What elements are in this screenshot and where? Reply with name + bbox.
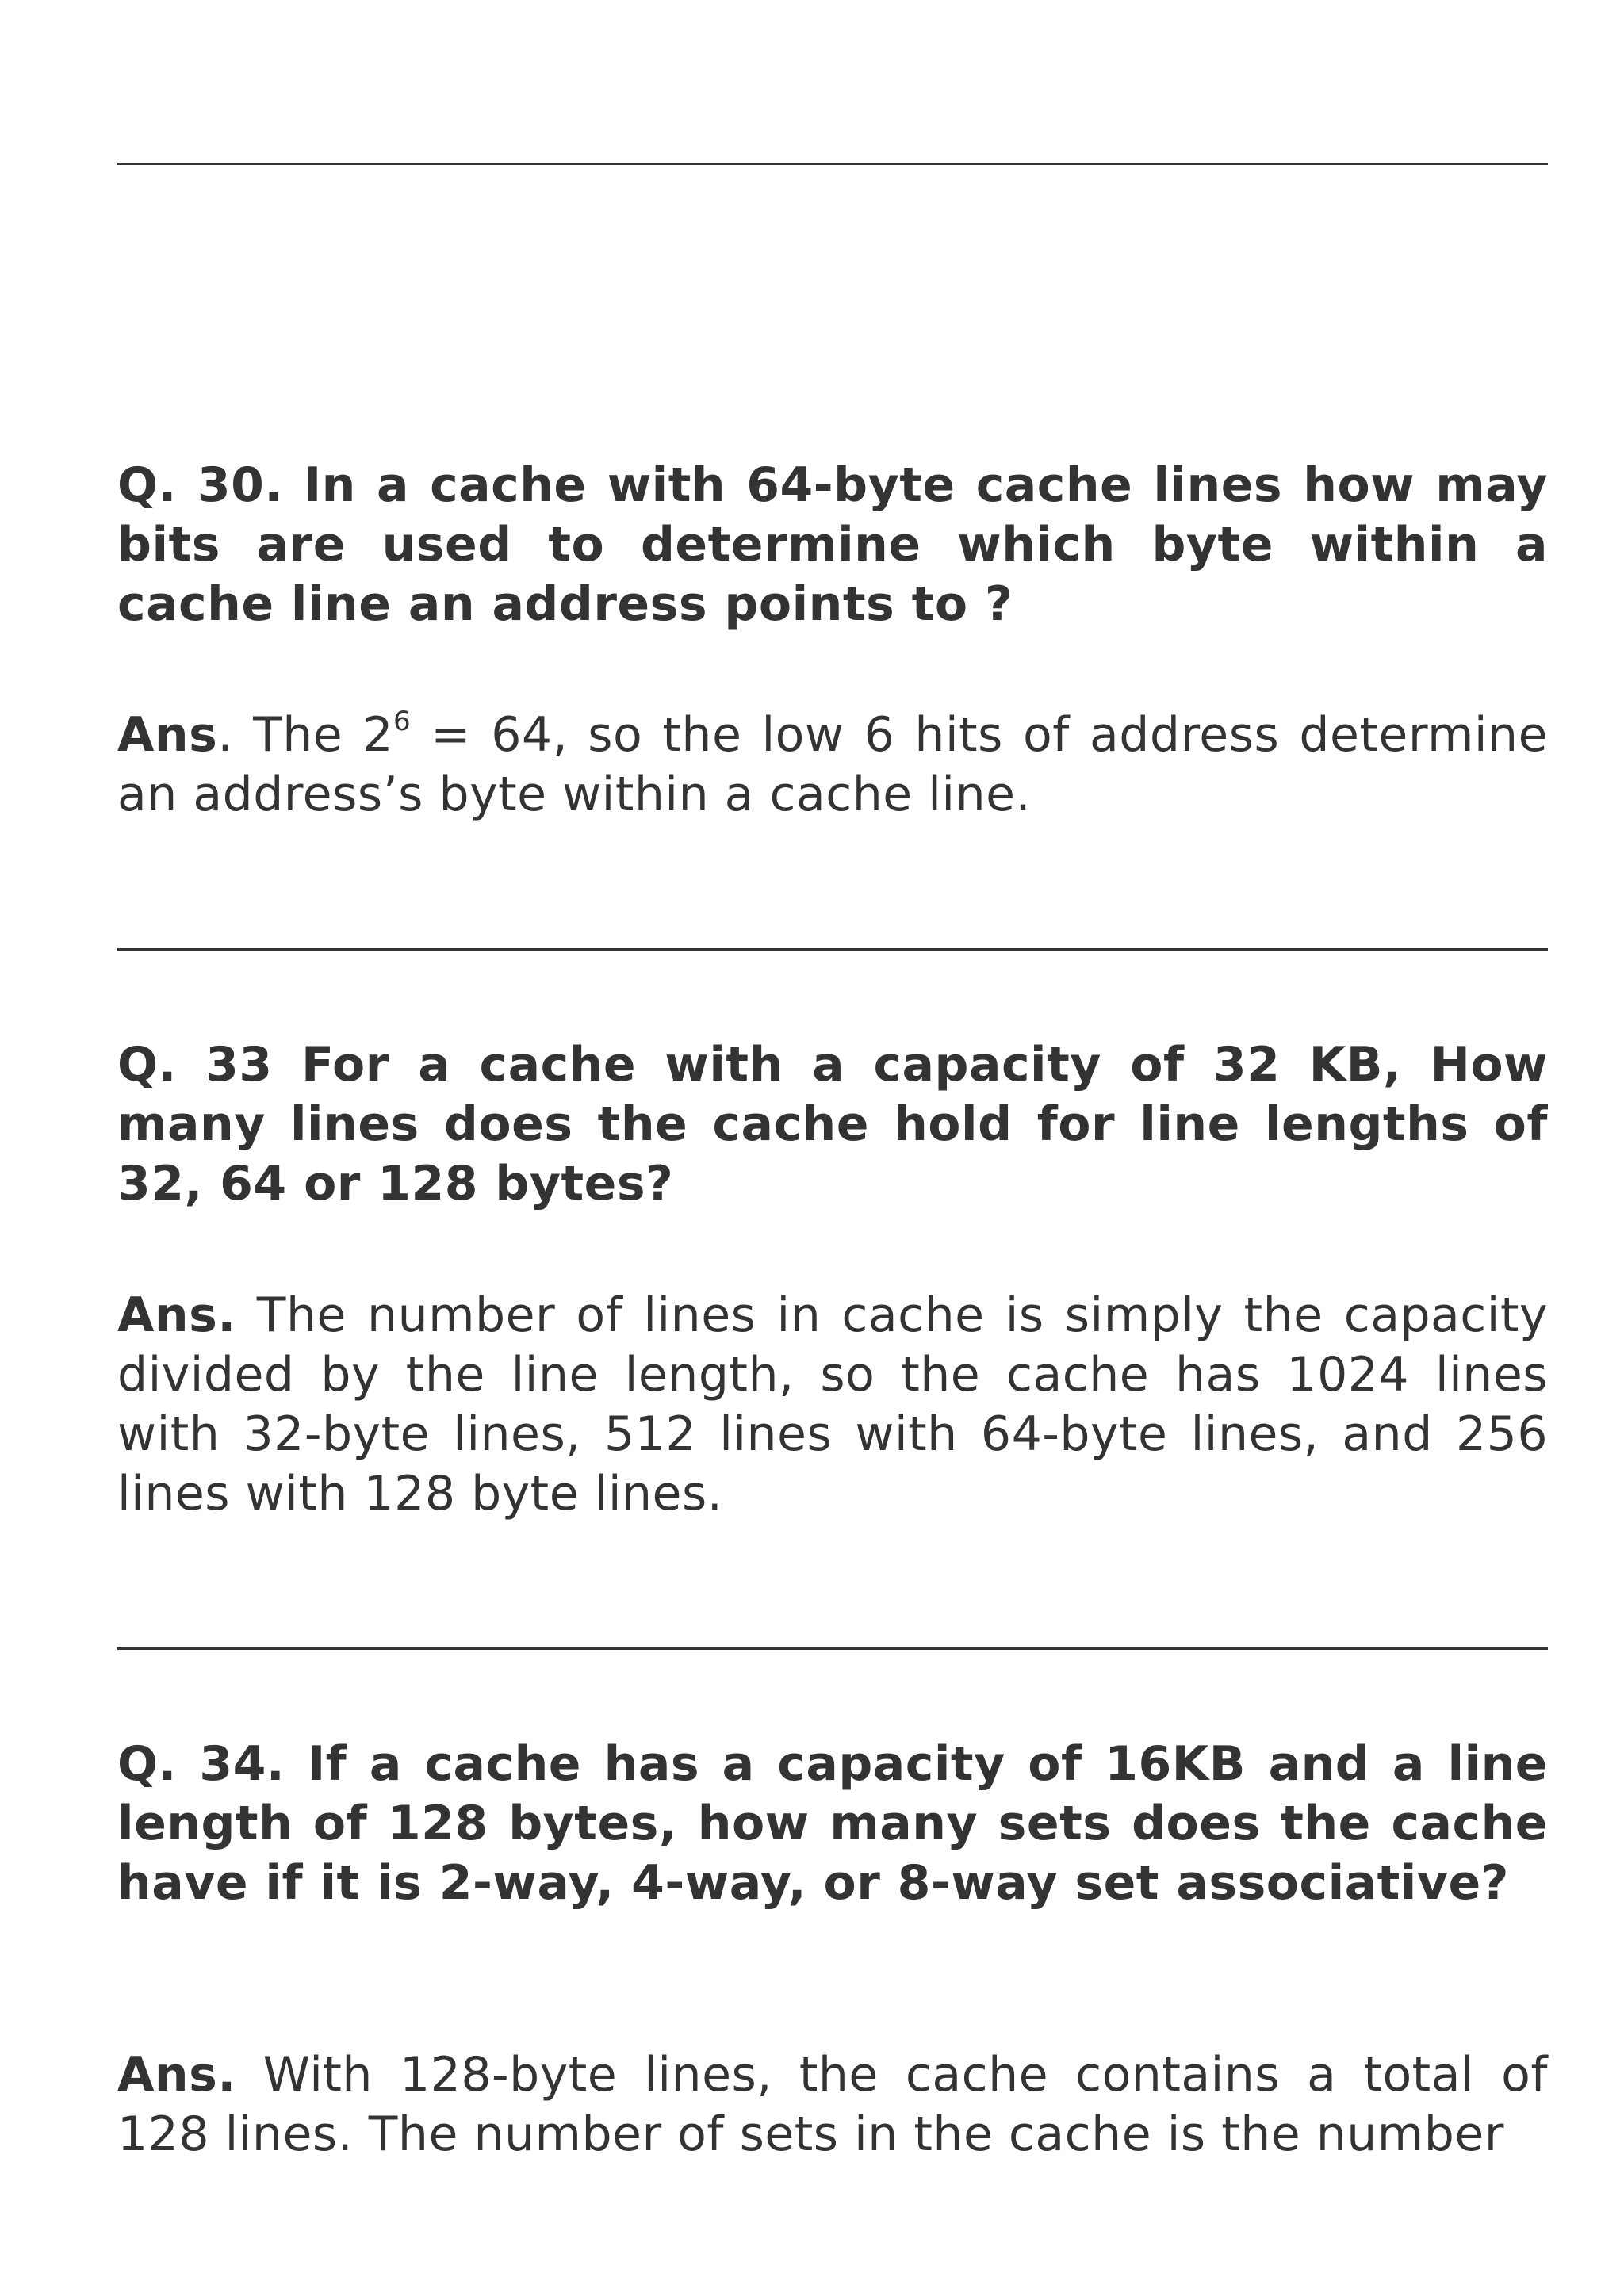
question-33: Q. 33 For a cache with a capacity of 32 KB, How many lines does the cache hold for line lengths of 32, 64 or 128 bytes? (117, 1037, 1548, 1211)
question-34: Q. 34. If a cache has a capacity of 16KB and a line length of 128 bytes, how many sets does the cache have if it is 2-way, 4-way, or 8-way set associative? (117, 1736, 1548, 1911)
divider-1 (117, 948, 1548, 951)
answer-30-label: Ans (117, 707, 218, 763)
top-divider (117, 163, 1548, 165)
answer-34 (117, 2045, 1548, 2164)
answer-33 (117, 1286, 1548, 1524)
answer-30-text-pre: The 2 (232, 707, 394, 763)
answer-33-label: Ans. (117, 1288, 236, 1343)
answer-30 (117, 706, 1548, 825)
answer-30-exponent: 6 (393, 706, 412, 737)
divider-2 (117, 1647, 1548, 1650)
question-30: Q. 30. In a cache with 64-byte cache lines how may bits are used to determine which byte within a cache line an address points to ? (117, 457, 1548, 632)
answer-34-label: Ans. (117, 2047, 236, 2103)
answer-34-text: With 128-byte lines, the cache contains a total of 128 lines. The number of sets in the cache is the number (117, 2047, 1548, 2162)
answer-30-punct: . (217, 707, 233, 763)
answer-30-text-post: = 64, so the low 6 hits of address determine an address’s byte within a cache line. (117, 707, 1548, 822)
answer-33-text: The number of lines in cache is simply the capacity divided by the line length, so the cache has 1024 lines with 32-byte lines, 512 lines with 64-byte lines, and 256 lines with 128 byte lines. (117, 1288, 1548, 1521)
